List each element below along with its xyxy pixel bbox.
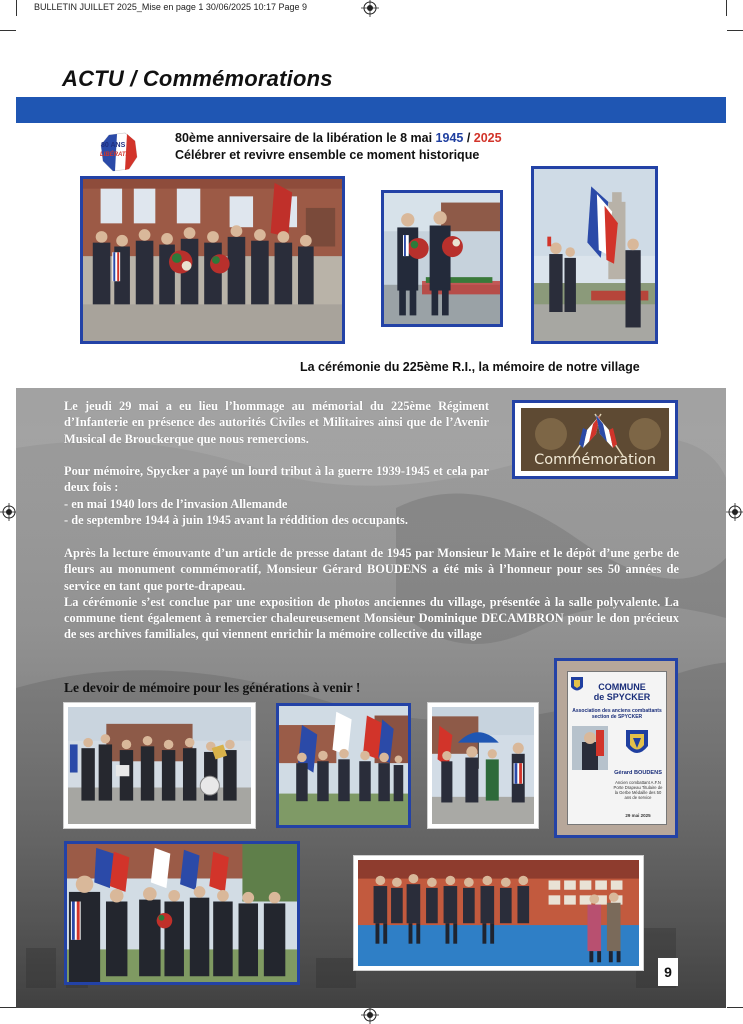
commemoration-badge [512,400,678,479]
paragraph-hommage-text: Le jeudi 29 mai a eu lieu l’hommage au mémorial du 225ème Régiment d’Infanterie en présence des autorités Civiles et Militaires ainsi que de l’Avenir Musical de Brouckerque que nous remercions. [64,399,489,446]
paragraph-memoire-item: - en mai 1940 lors de l’invasion Allemande [64,496,288,511]
plaque-title-line: de SPYCKER [593,692,651,702]
year-2025: 2025 [473,131,502,145]
crop-mark [727,1007,743,1008]
badge-label: Commémoration [534,452,656,468]
headline-prefix: 80ème anniversaire de la libération le 8 mai [175,131,436,145]
plaque-portrait [572,726,608,770]
year-1945: 1945 [435,131,464,145]
liberation-80-logo [95,131,147,173]
paragraph-memoire-item: - de septembre 1944 à juin 1945 avant la réddition des occupants. [64,512,408,527]
title-bar [16,97,726,123]
memorial-plaque-photo [554,658,678,838]
logo-text-80-ans: 80 ANS [101,142,126,149]
crop-mark [16,0,17,16]
registration-mark-icon [726,503,743,521]
plaque-date: 29 mai 2025 [625,813,651,818]
photo-flag-bearers [276,703,411,828]
photo-memorial-flags [531,166,658,344]
paragraph-lecture-text: Après la lecture émouvante d’un article de presse datant de 1945 par Monsieur le Maire et le dépôt d’une gerbe de fleurs au monument commémoratif, Monsieur Gérard BOUDENS a été mis à l’honneur pour ses 50 années de service en tant que porte-drapeau. [64,546,679,593]
crop-mark [0,1007,16,1008]
registration-mark-icon [361,1006,379,1024]
subheadline: Célébrer et revivre ensemble ce moment historique [175,148,480,162]
photo-ceremony-group [80,176,345,344]
plaque-sign [567,671,667,825]
ceremony-caption: La cérémonie du 225ème R.I., la mémoire de notre village [300,360,640,374]
section-title: ACTU / Commémorations [62,66,333,91]
crop-mark [727,30,743,31]
paragraph-exposition-text: La cérémonie s’est conclue par une exposition de photos anciennes du village, présentée à la salle polyvalente. La commune tient également à remercier chaleureusement Monsieur Dominique DECAMBRON pour le don précieux de ses archives familiales, qui viennent enrichir la mémoire collective du village [64,594,679,642]
crop-mark [0,30,16,31]
plaque-association: Association des anciens combattants section de SPYCKER [572,708,662,720]
page-number: 9 [658,958,678,986]
headline [175,131,502,145]
plaque-detail: Ancien combattant A.F.N Porte Drapeau Titulaire de la Gerbe Médaille des 50 ans de service [613,780,663,800]
paragraph-lecture [64,545,679,643]
year-separator: / [463,131,474,145]
spycker-crest-icon [570,676,584,694]
crop-mark [726,0,727,16]
print-header: BULLETIN JUILLET 2025_Mise en page 1 30/06/2025 10:17 Page 9 [34,2,308,12]
logo-text-liberation: LIBÉRATION [100,152,137,158]
photo-band-march [64,703,255,828]
paragraph-hommage [64,398,489,447]
registration-mark-icon [361,0,379,17]
plaque-title-line: COMMUNE [598,682,646,692]
veterans-crest-icon [624,728,650,760]
photo-group-medal [64,841,300,985]
photo-exhibition-hall [354,856,643,970]
badge-background [521,408,669,471]
plaque-title [582,682,662,702]
subheading-devoir: Le devoir de mémoire pour les générations à venir ! [64,680,361,695]
paragraph-memoire-intro: Pour mémoire, Spycker a payé un lourd tribut à la guerre 1939-1945 et cela par deux fois : [64,464,489,495]
photo-wreath-laying [381,190,503,327]
plaque-name: Gérard BOUDENS [614,770,662,776]
paragraph-memoire [64,463,489,528]
photo-umbrella-honor [428,703,538,828]
